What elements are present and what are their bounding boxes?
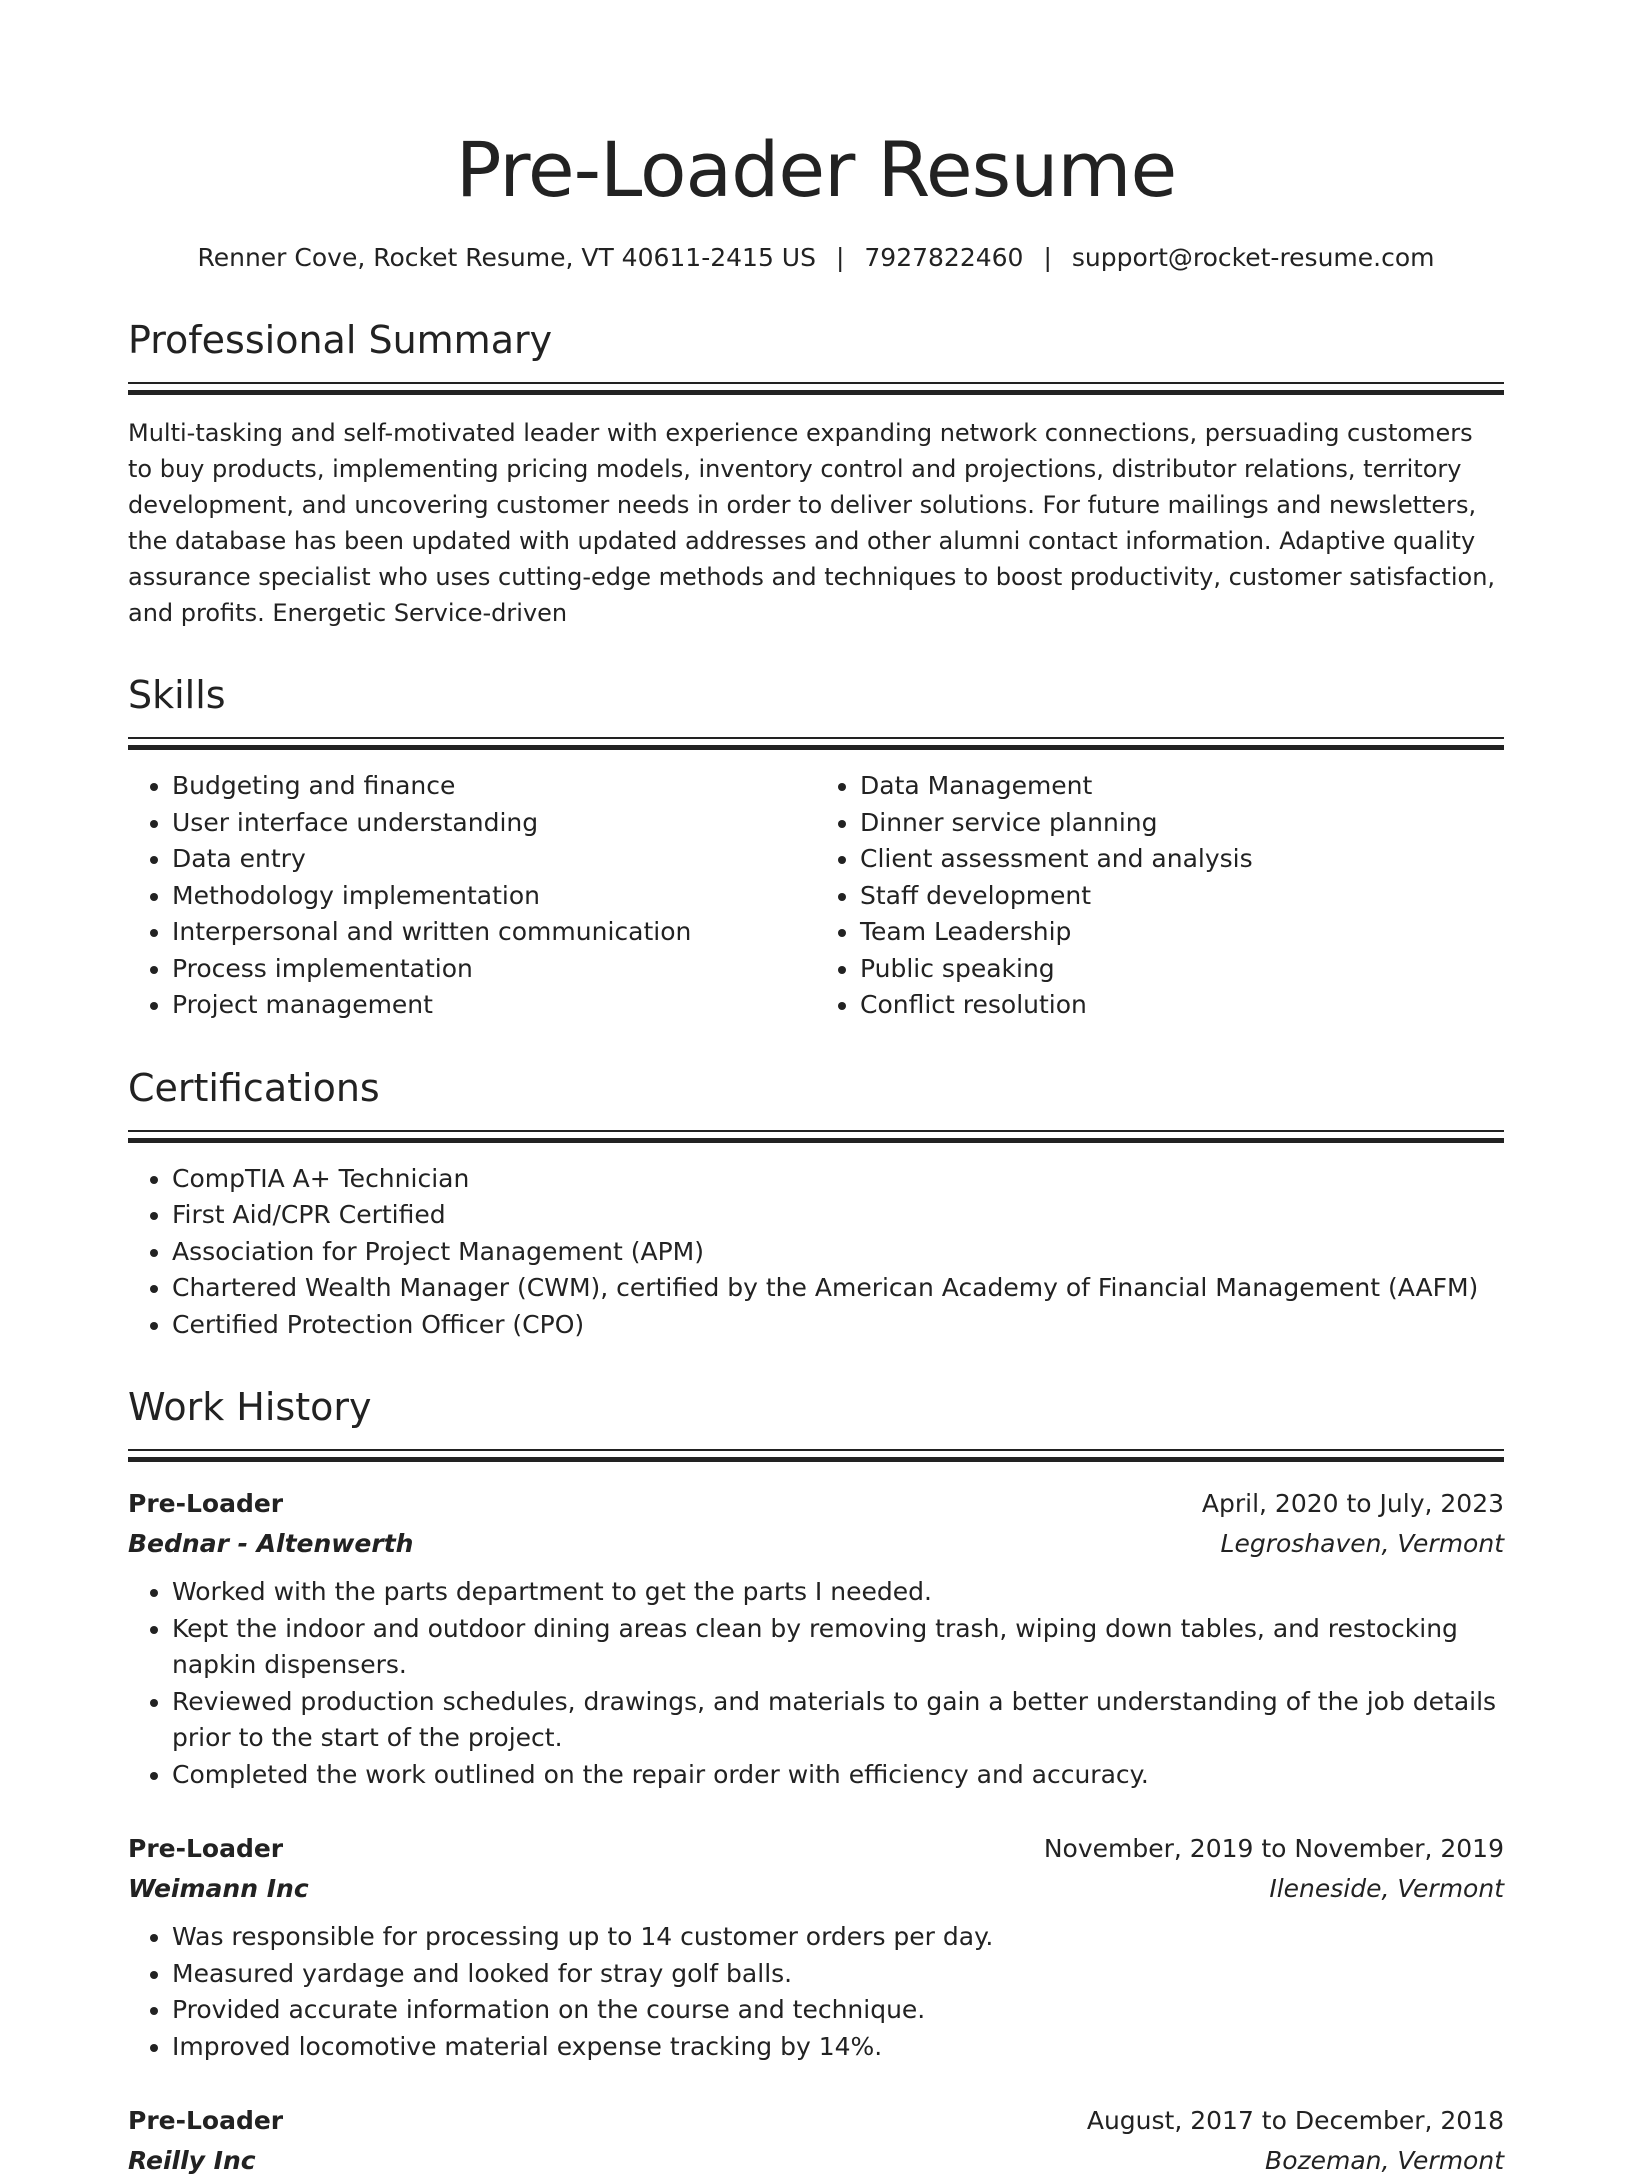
work-history-section (128, 1383, 1504, 1462)
summary-text: Multi-tasking and self-motivated leader with experience expanding network connections, persuading customers to buy products, implementing pricing models, inventory control and projections, distributor relations, territory development, and uncovering customer needs in order to deliver solutions. For future mailings and newsletters, the database has been updated with updated addresses and other alumni contact information. Adaptive quality assurance specialist who uses cutting-edge methods and techniques to boost productivity, customer satisfaction, and profits. Energetic Service-driven (128, 419, 1496, 627)
certifications-list (128, 1161, 1504, 1344)
job-bullets (128, 1574, 1504, 1793)
job-header-row (128, 1829, 1504, 1869)
skill-item: • Dinner service planning (860, 805, 1504, 842)
section-divider (128, 1130, 1504, 1143)
skills-section (128, 671, 1504, 750)
job-company-row (128, 1869, 1504, 1909)
contact-email[interactable]: support@rocket-resume.com (1071, 243, 1435, 272)
job-location: Bozeman, Vermont (1265, 2146, 1504, 2175)
job-bullet: • Provided accurate information on the course and technique. (172, 1992, 1504, 2029)
certification-item: • Chartered Wealth Manager (CWM), certified by the American Academy of Financial Management (AAFM) (172, 1270, 1504, 1307)
job-location: Ileneside, Vermont (1269, 1874, 1504, 1903)
job-bullet: • Improved locomotive material expense tracking by 14%. (172, 2029, 1504, 2066)
certification-item: • Certified Protection Officer (CPO) (172, 1307, 1504, 1344)
certification-item: • Association for Project Management (APM) (172, 1234, 1504, 1271)
certification-item: • CompTIA A+ Technician (172, 1161, 1504, 1198)
section-title-work-history: Work History (128, 1385, 372, 1429)
job-bullet: • Reviewed production schedules, drawings, and materials to gain a better understanding of the job details prior to the start of the project. (172, 1684, 1504, 1757)
skill-item: • Conflict resolution (860, 987, 1504, 1024)
skill-item: • Process implementation (172, 951, 816, 988)
contact-separator: | (835, 243, 845, 272)
job-company: Bednar - Altenwerth (128, 1529, 414, 1558)
skills-list-left (128, 768, 816, 1024)
contact-separator: | (1043, 243, 1052, 272)
contact-phone: 7927822460 (864, 243, 1024, 272)
skill-item: • Interpersonal and written communication (172, 914, 816, 951)
skill-item: • Client assessment and analysis (860, 841, 1504, 878)
section-divider (128, 737, 1504, 750)
skill-item: • Methodology implementation (172, 878, 816, 915)
certification-item: • First Aid/CPR Certified (172, 1197, 1504, 1234)
skill-item: • Data entry (172, 841, 816, 878)
job-dates: August, 2017 to December, 2018 (1086, 2106, 1504, 2135)
job-entry (128, 1829, 1504, 2065)
section-title-skills: Skills (128, 673, 226, 717)
skills-list-right (816, 768, 1504, 1024)
job-title: Pre-Loader (128, 1489, 284, 1518)
job-bullet: • Kept the indoor and outdoor dining areas clean by removing trash, wiping down tables, and restocking napkin dispensers. (172, 1611, 1504, 1684)
job-bullet: • Completed the work outlined on the repair order with efficiency and accuracy. (172, 1757, 1504, 1794)
job-entry (128, 2101, 1504, 2181)
section-title-summary: Professional Summary (128, 318, 553, 362)
job-header-row (128, 2101, 1504, 2141)
skill-item: • Public speaking (860, 951, 1504, 988)
job-dates: April, 2020 to July, 2023 (1201, 1489, 1504, 1518)
skills-grid (128, 768, 1504, 1024)
skill-item: • Team Leadership (860, 914, 1504, 951)
job-title: Pre-Loader (128, 1834, 284, 1863)
job-company-row (128, 1524, 1504, 1564)
contact-address: Renner Cove, Rocket Resume, VT 40611-2415 US (197, 243, 816, 272)
skill-item: • Staff development (860, 878, 1504, 915)
contact-line (128, 240, 1504, 276)
skill-item: • Budgeting and finance (172, 768, 816, 805)
job-company: Reilly Inc (128, 2146, 256, 2175)
job-bullet: • Was responsible for processing up to 14 customer orders per day. (172, 1919, 1504, 1956)
job-bullet: • Worked with the parts department to get the parts I needed. (172, 1574, 1504, 1611)
skill-item: • Data Management (860, 768, 1504, 805)
summary-section (128, 316, 1504, 395)
job-company-row (128, 2141, 1504, 2181)
job-entry (128, 1484, 1504, 1793)
job-location: Legroshaven, Vermont (1220, 1529, 1504, 1558)
job-dates: November, 2019 to November, 2019 (1043, 1834, 1504, 1863)
skill-item: • Project management (172, 987, 816, 1024)
job-bullets (128, 1919, 1504, 2065)
skill-item: • User interface understanding (172, 805, 816, 842)
section-title-certifications: Certifications (128, 1065, 380, 1110)
job-bullet: • Measured yardage and looked for stray golf balls. (172, 1956, 1504, 1993)
job-company: Weimann Inc (128, 1874, 309, 1903)
job-title: Pre-Loader (128, 2106, 284, 2135)
section-divider (128, 382, 1504, 395)
resume-title: Pre-Loader Resume (455, 125, 1177, 214)
section-divider (128, 1449, 1504, 1462)
certifications-section (128, 1064, 1504, 1143)
job-header-row (128, 1484, 1504, 1524)
